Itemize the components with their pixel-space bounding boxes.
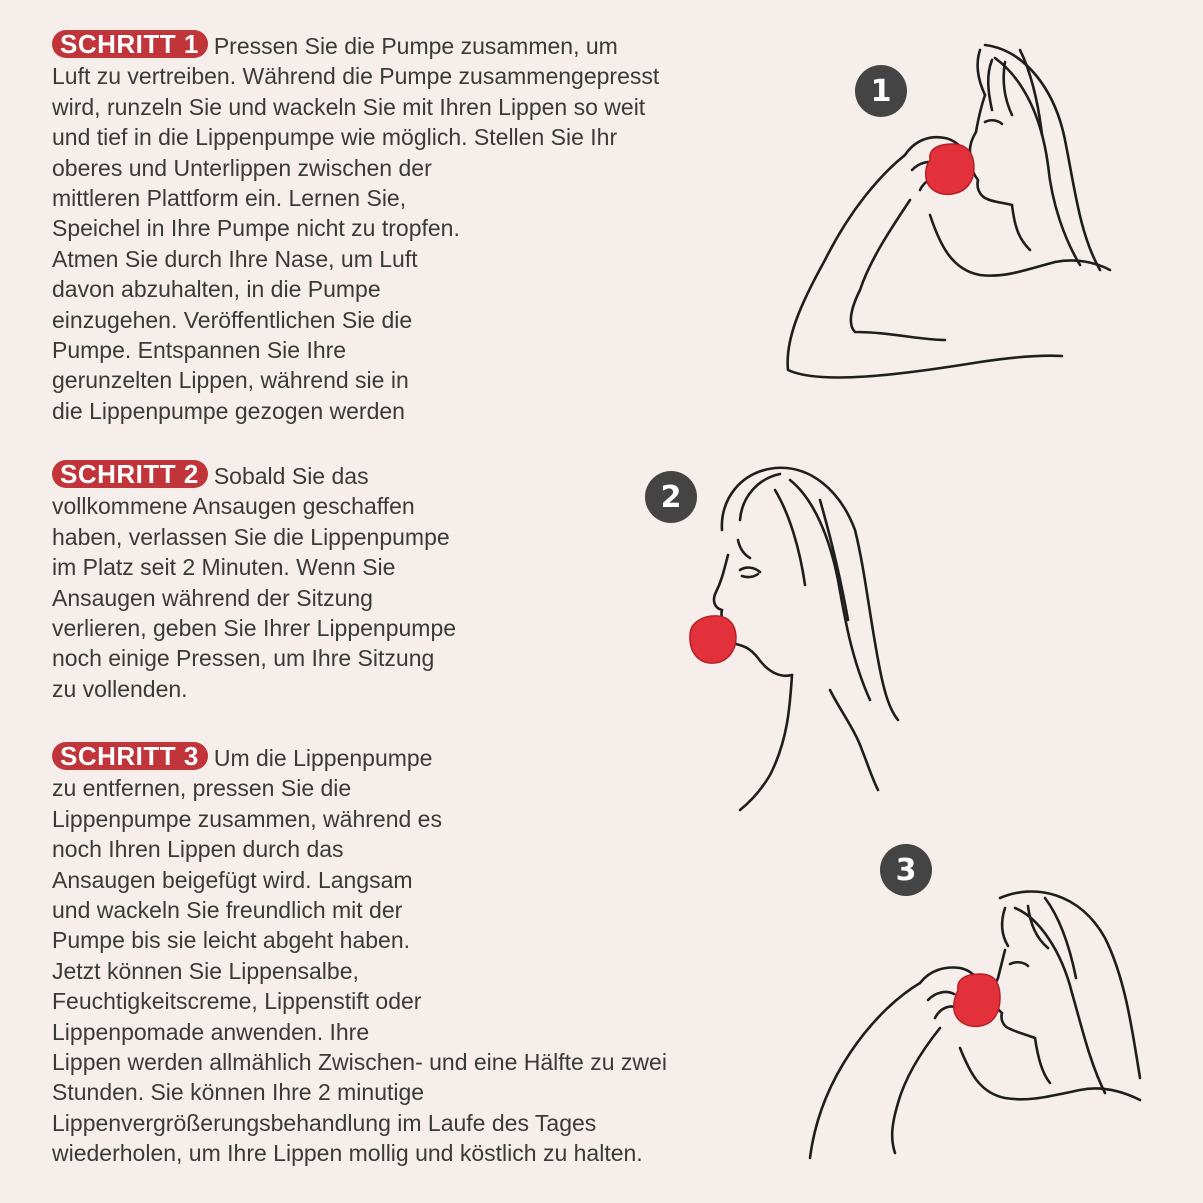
illustration-step-3 xyxy=(800,878,1145,1178)
step-1-line-1: SCHRITT 1 Pressen Sie die Pumpe zusammen, um xyxy=(52,30,659,61)
step-2-line: verlieren, geben Sie Ihrer Lippenpumpe xyxy=(52,615,457,642)
step-3-line: zu entfernen, pressen Sie die xyxy=(52,775,352,802)
step-3-line: Jetzt können Sie Lippensalbe, xyxy=(52,957,359,984)
step-3-line: noch Ihren Lippen durch das xyxy=(52,836,344,863)
step-1-text xyxy=(52,30,659,426)
step-3-line: und wackeln Sie freundlich mit der xyxy=(52,897,403,924)
step-3-text xyxy=(52,742,667,1169)
step-2-line: haben, verlassen Sie die Lippenpumpe xyxy=(52,523,450,550)
step-2-line-1: SCHRITT 2 Sobald Sie das xyxy=(52,460,456,491)
step-3-line-1: SCHRITT 3 Um die Lippenpumpe xyxy=(52,742,667,773)
step-2-line: zu vollenden. xyxy=(52,675,188,702)
step-3-line: wiederholen, um Ihre Lippen mollig und köstlich zu halten. xyxy=(52,1140,643,1167)
step-1-line: die Lippenpumpe gezogen werden xyxy=(52,397,405,424)
step-1-line: mittleren Plattform ein. Lernen Sie, xyxy=(52,185,407,212)
step-2-badge: SCHRITT 2 xyxy=(52,460,208,488)
step-1-line: wird, runzeln Sie und wackeln Sie mit Ihren Lippen so weit xyxy=(52,93,646,120)
step-1-line: Atmen Sie durch Ihre Nase, um Luft xyxy=(52,245,418,272)
step-2-line: Ansaugen während der Sitzung xyxy=(52,584,373,611)
step-2-number-marker: 2 xyxy=(645,471,697,523)
step-1-line: davon abzuhalten, in die Pumpe xyxy=(52,276,381,303)
step-3-number-marker: 3 xyxy=(880,844,932,896)
step-3-line: Stunden. Sie können Ihre 2 minutige xyxy=(52,1079,425,1106)
step-1-line: einzugehen. Veröffentlichen Sie die xyxy=(52,306,413,333)
step-3-badge: SCHRITT 3 xyxy=(52,742,208,770)
step-3-line: Lippenpomade anwenden. Ihre xyxy=(52,1018,370,1045)
step-1-line: Speichel in Ihre Pumpe nicht zu tropfen. xyxy=(52,215,460,242)
step-1-line: oberes und Unterlippen zwischen der xyxy=(52,154,432,181)
step-3-line: Feuchtigkeitscreme, Lippenstift oder xyxy=(52,988,422,1015)
illustration-step-1 xyxy=(780,40,1110,400)
step-2-line: noch einige Pressen, um Ihre Sitzung xyxy=(52,645,435,672)
step-1-line: gerunzelten Lippen, während sie in xyxy=(52,367,409,394)
step-1-number-marker: 1 xyxy=(855,65,907,117)
step-3-line: Lippenpumpe zusammen, während es xyxy=(52,805,442,832)
step-3-line: Pumpe bis sie leicht abgeht haben. xyxy=(52,927,411,954)
step-1-line: Luft zu vertreiben. Während die Pumpe zusammengepresst xyxy=(52,63,660,90)
step-2-line: im Platz seit 2 Minuten. Wenn Sie xyxy=(52,554,396,581)
step-1-badge: SCHRITT 1 xyxy=(52,30,208,58)
step-3-line: Lippenvergrößerungsbehandlung im Laufe des Tages xyxy=(52,1109,597,1136)
step-3-line: Ansaugen beigefügt wird. Langsam xyxy=(52,866,413,893)
illustration-step-2 xyxy=(680,460,910,815)
step-2-text xyxy=(52,460,456,704)
step-3-line: Lippen werden allmählich Zwischen- und eine Hälfte zu zwei xyxy=(52,1049,667,1076)
step-1-line: und tief in die Lippenpumpe wie möglich. Stellen Sie Ihr xyxy=(52,124,618,151)
step-1-line: Pumpe. Entspannen Sie Ihre xyxy=(52,337,347,364)
step-2-line: vollkommene Ansaugen geschaffen xyxy=(52,493,415,520)
